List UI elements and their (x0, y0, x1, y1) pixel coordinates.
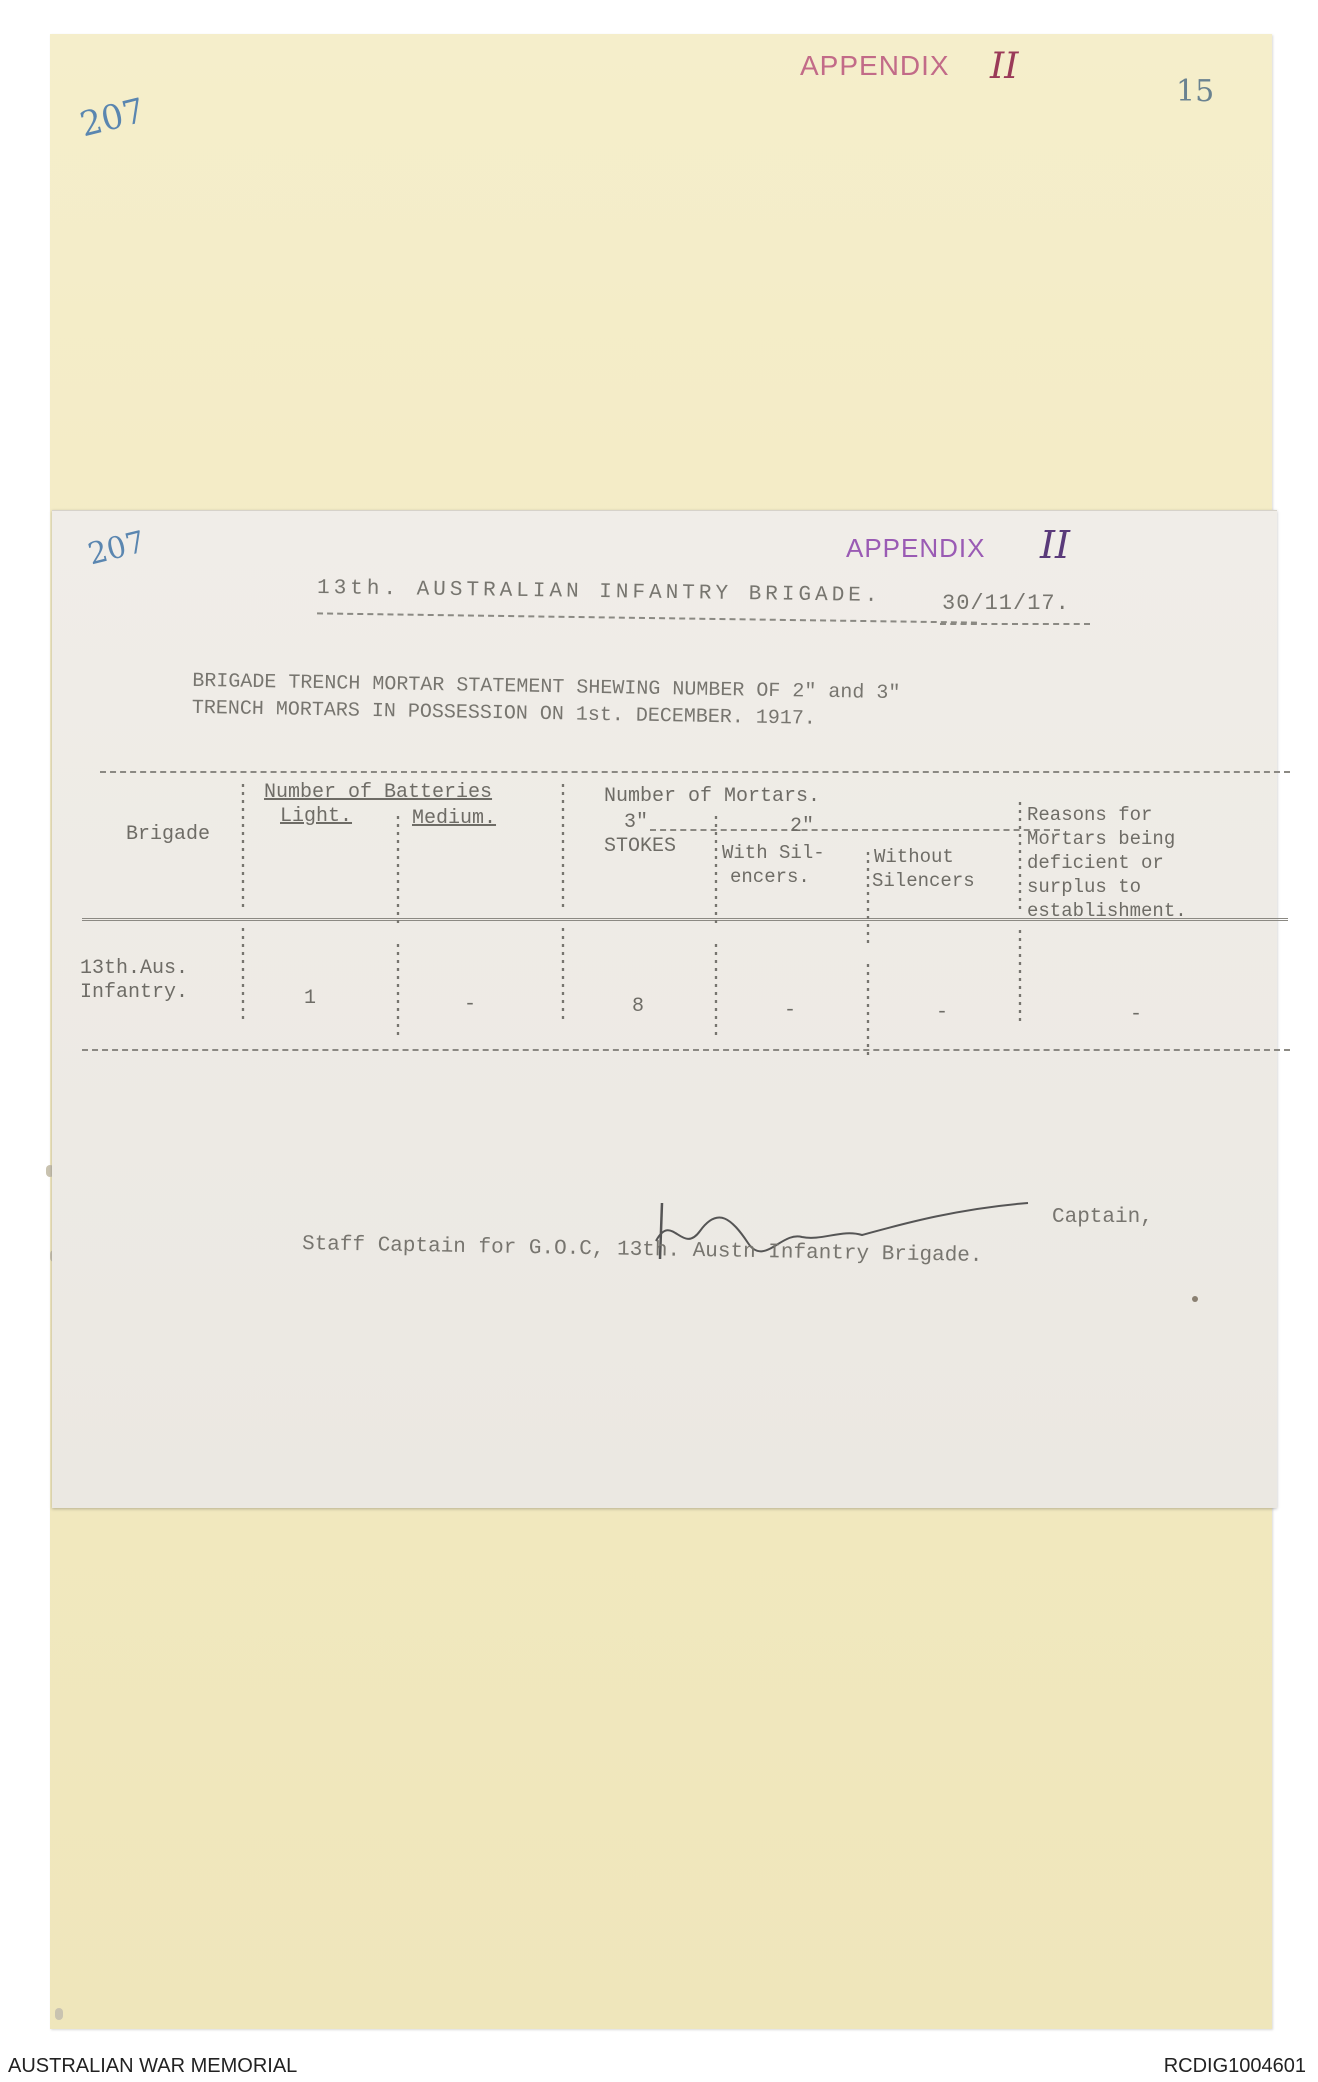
header-mortars: Number of Mortars. (604, 785, 821, 808)
header-with-silencers-2: encers. (730, 866, 810, 888)
page-number: 15 (1176, 74, 1215, 109)
row-without-silencers: - (936, 1001, 949, 1024)
header-reasons-5: establishment. (1027, 900, 1187, 922)
ink-dot (1192, 1296, 1198, 1302)
row-brigade-1: 13th.Aus. (80, 957, 189, 980)
memo-appendix-stamp-numeral: II (1040, 523, 1071, 567)
footer-record-id: RCDIG1004601 (1163, 2055, 1306, 2077)
brigade-heading: 13th. AUSTRALIAN INFANTRY BRIGADE. (316, 577, 882, 608)
footer-archive-name: AUSTRALIAN WAR MEMORIAL (8, 2055, 298, 2077)
row-with-silencers: - (784, 999, 797, 1022)
header-light: Light. (280, 805, 353, 828)
row-stokes: 8 (632, 995, 645, 1018)
header-brigade: Brigade (126, 823, 211, 846)
memo-sheet (52, 510, 1277, 1508)
column-separator: : : : : : : : : : : : : : (710, 811, 723, 1042)
column-separator: : : : : : : : : : : : : : : (557, 779, 570, 1026)
header-reasons-2: Mortars being (1027, 828, 1176, 850)
header-reasons-1: Reasons for (1027, 804, 1153, 826)
statement-title (192, 668, 901, 734)
header-reasons-3: deficient or (1027, 852, 1164, 874)
header-medium: Medium. (412, 807, 497, 830)
signature-rank: Captain, (1052, 1206, 1153, 1229)
header-stokes: STOKES (604, 835, 677, 858)
appendix-stamp-numeral: II (990, 46, 1019, 87)
table-bottom-rule (82, 1049, 1290, 1051)
row-brigade-2: Infantry. (80, 981, 189, 1004)
signature-title: Staff Captain for G.O.C, 13th. Austn Infantry Brigade. (301, 1233, 983, 1268)
punch-hole (55, 2008, 63, 2020)
appendix-stamp: APPENDIX (800, 50, 950, 81)
column-separator: : : : : : : : : : : : : : (1014, 797, 1027, 1028)
header-with-silencers-1: With Sil- (722, 842, 825, 864)
header-batteries: Number of Batteries (264, 781, 493, 804)
row-reasons: - (1130, 1003, 1143, 1026)
row-medium: - (464, 993, 477, 1016)
date-underline (940, 623, 1090, 625)
header-without-silencers-1: Without (874, 846, 954, 868)
header-3-inch: 3" (624, 811, 649, 834)
document-date: 30/11/17. (942, 591, 1070, 616)
heading-underline (317, 612, 977, 623)
row-light: 1 (304, 987, 317, 1010)
memo-folio-number: 207 (84, 524, 149, 573)
folio-number: 207 (76, 90, 149, 146)
table-top-rule (100, 771, 1290, 773)
statement-title-line-2: TRENCH MORTARS IN POSSESSION ON 1st. DECEMBER. 1917. (191, 696, 817, 731)
memo-appendix-stamp: APPENDIX (846, 533, 986, 563)
statement-title-line-1: BRIGADE TRENCH MORTAR STATEMENT SHEWING NUMBER OF 2" and 3" (192, 669, 901, 706)
header-without-silencers-2: Silencers (872, 870, 975, 892)
column-separator: : : : : : : : : : : : : : : (237, 779, 250, 1026)
column-separator: : : : : : : : : : : : : (862, 847, 875, 1062)
header-2-inch: 2" (790, 815, 815, 838)
header-reasons-4: surplus to (1027, 876, 1142, 898)
column-separator: : : : : : : : : : : : : : (392, 811, 405, 1042)
